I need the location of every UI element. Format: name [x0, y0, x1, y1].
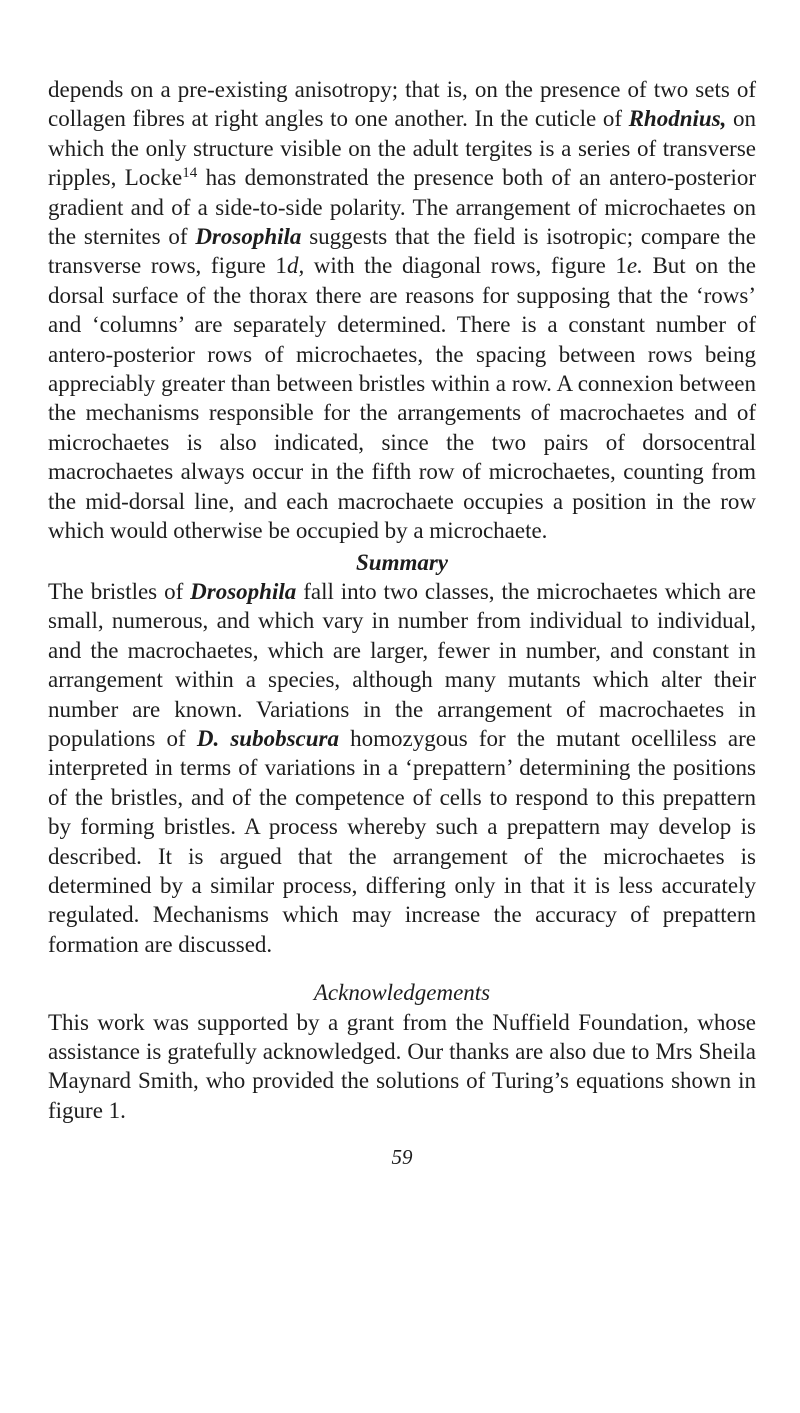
section-heading-acknowledgements: Acknowledgements: [313, 980, 491, 1006]
genus-name: Drosophila: [195, 224, 302, 250]
figure-ref: d,: [286, 253, 305, 279]
text-run: But on the dorsal surface of the thorax there are reasons for supposing that the ‘rows’ and ‘columns’ are separately determined. There is a constant number of antero-posterior rows of microchaetes, the spacing between rows being appreciably greater than between bristles within a row. A connexion between the mechanisms responsible for the arrangements of macrochaetes and of microchaetes is also indicated, since the two pairs of dorsocentral macrochaetes always occur in the fifth row of microchaetes, counting from the mid-dorsal line, and each macrochaete occupies a position in the row which would otherwise be occupied by a microchaete.: [48, 253, 756, 544]
section-heading-summary: Summary: [355, 549, 449, 575]
acknowledgements-paragraph: This work was supported by a grant from the Nuffield Foundation, whose assistance is gratefully acknowledged. Our thanks are also due to Mrs Sheila Maynard Smith, who provided the solutions of Turing’s equations shown in figure 1.: [48, 1009, 756, 1123]
text-run: fall into two classes, the microchaetes which are small, numerous, and which vary in number from individual to individual, and the macrochaetes, which are larger, fewer in number, and constant in arrangement within a species, although many mutants which alter their number are known. Variations in the arrangement of macrochaetes in populations of: [48, 578, 756, 751]
figure-ref: e.: [626, 253, 643, 279]
body-paragraph: [48, 75, 756, 546]
text-run: has demonstrated the presence both of an antero-posterior gradient and of a side-to-side polarity. The arrangement of microchaetes on the sternites of: [48, 165, 756, 250]
text-run: The bristles of: [48, 578, 191, 604]
species-name: D. subobscura: [196, 725, 339, 751]
text-run: with the diagonal rows, figure 1: [304, 253, 627, 279]
text-run: on which the only structure visible on the adult tergites is a series of transverse ripples, Locke: [48, 106, 757, 191]
text-run: homozygous for the mutant ocelliless are interpreted in terms of variations in a ‘prepattern’ determining the positions of the bristles, and of the competence of cells to respond to this prepattern by forming bristles. A process whereby such a prepattern may develop is described. It is argued that the arrangement of the microchaetes is determined by a similar process, differing only in that it is less accurately regulated. Mechanisms which may increase the accuracy of prepattern formation are discussed.: [48, 725, 756, 957]
page-body: [48, 75, 756, 1173]
genus-name: Rhodnius,: [628, 106, 727, 132]
genus-name: Drosophila: [190, 578, 297, 604]
page-number: 59: [391, 1145, 413, 1170]
text-run: suggests that the field is isotropic; compare the transverse rows, figure 1: [48, 224, 756, 279]
text-run: depends on a pre-existing anisotropy; that is, on the presence of two sets of collagen fibres at right angles to one another. In the cuticle of: [48, 77, 756, 132]
reference-superscript: 14: [182, 165, 198, 182]
summary-paragraph: [48, 577, 756, 959]
